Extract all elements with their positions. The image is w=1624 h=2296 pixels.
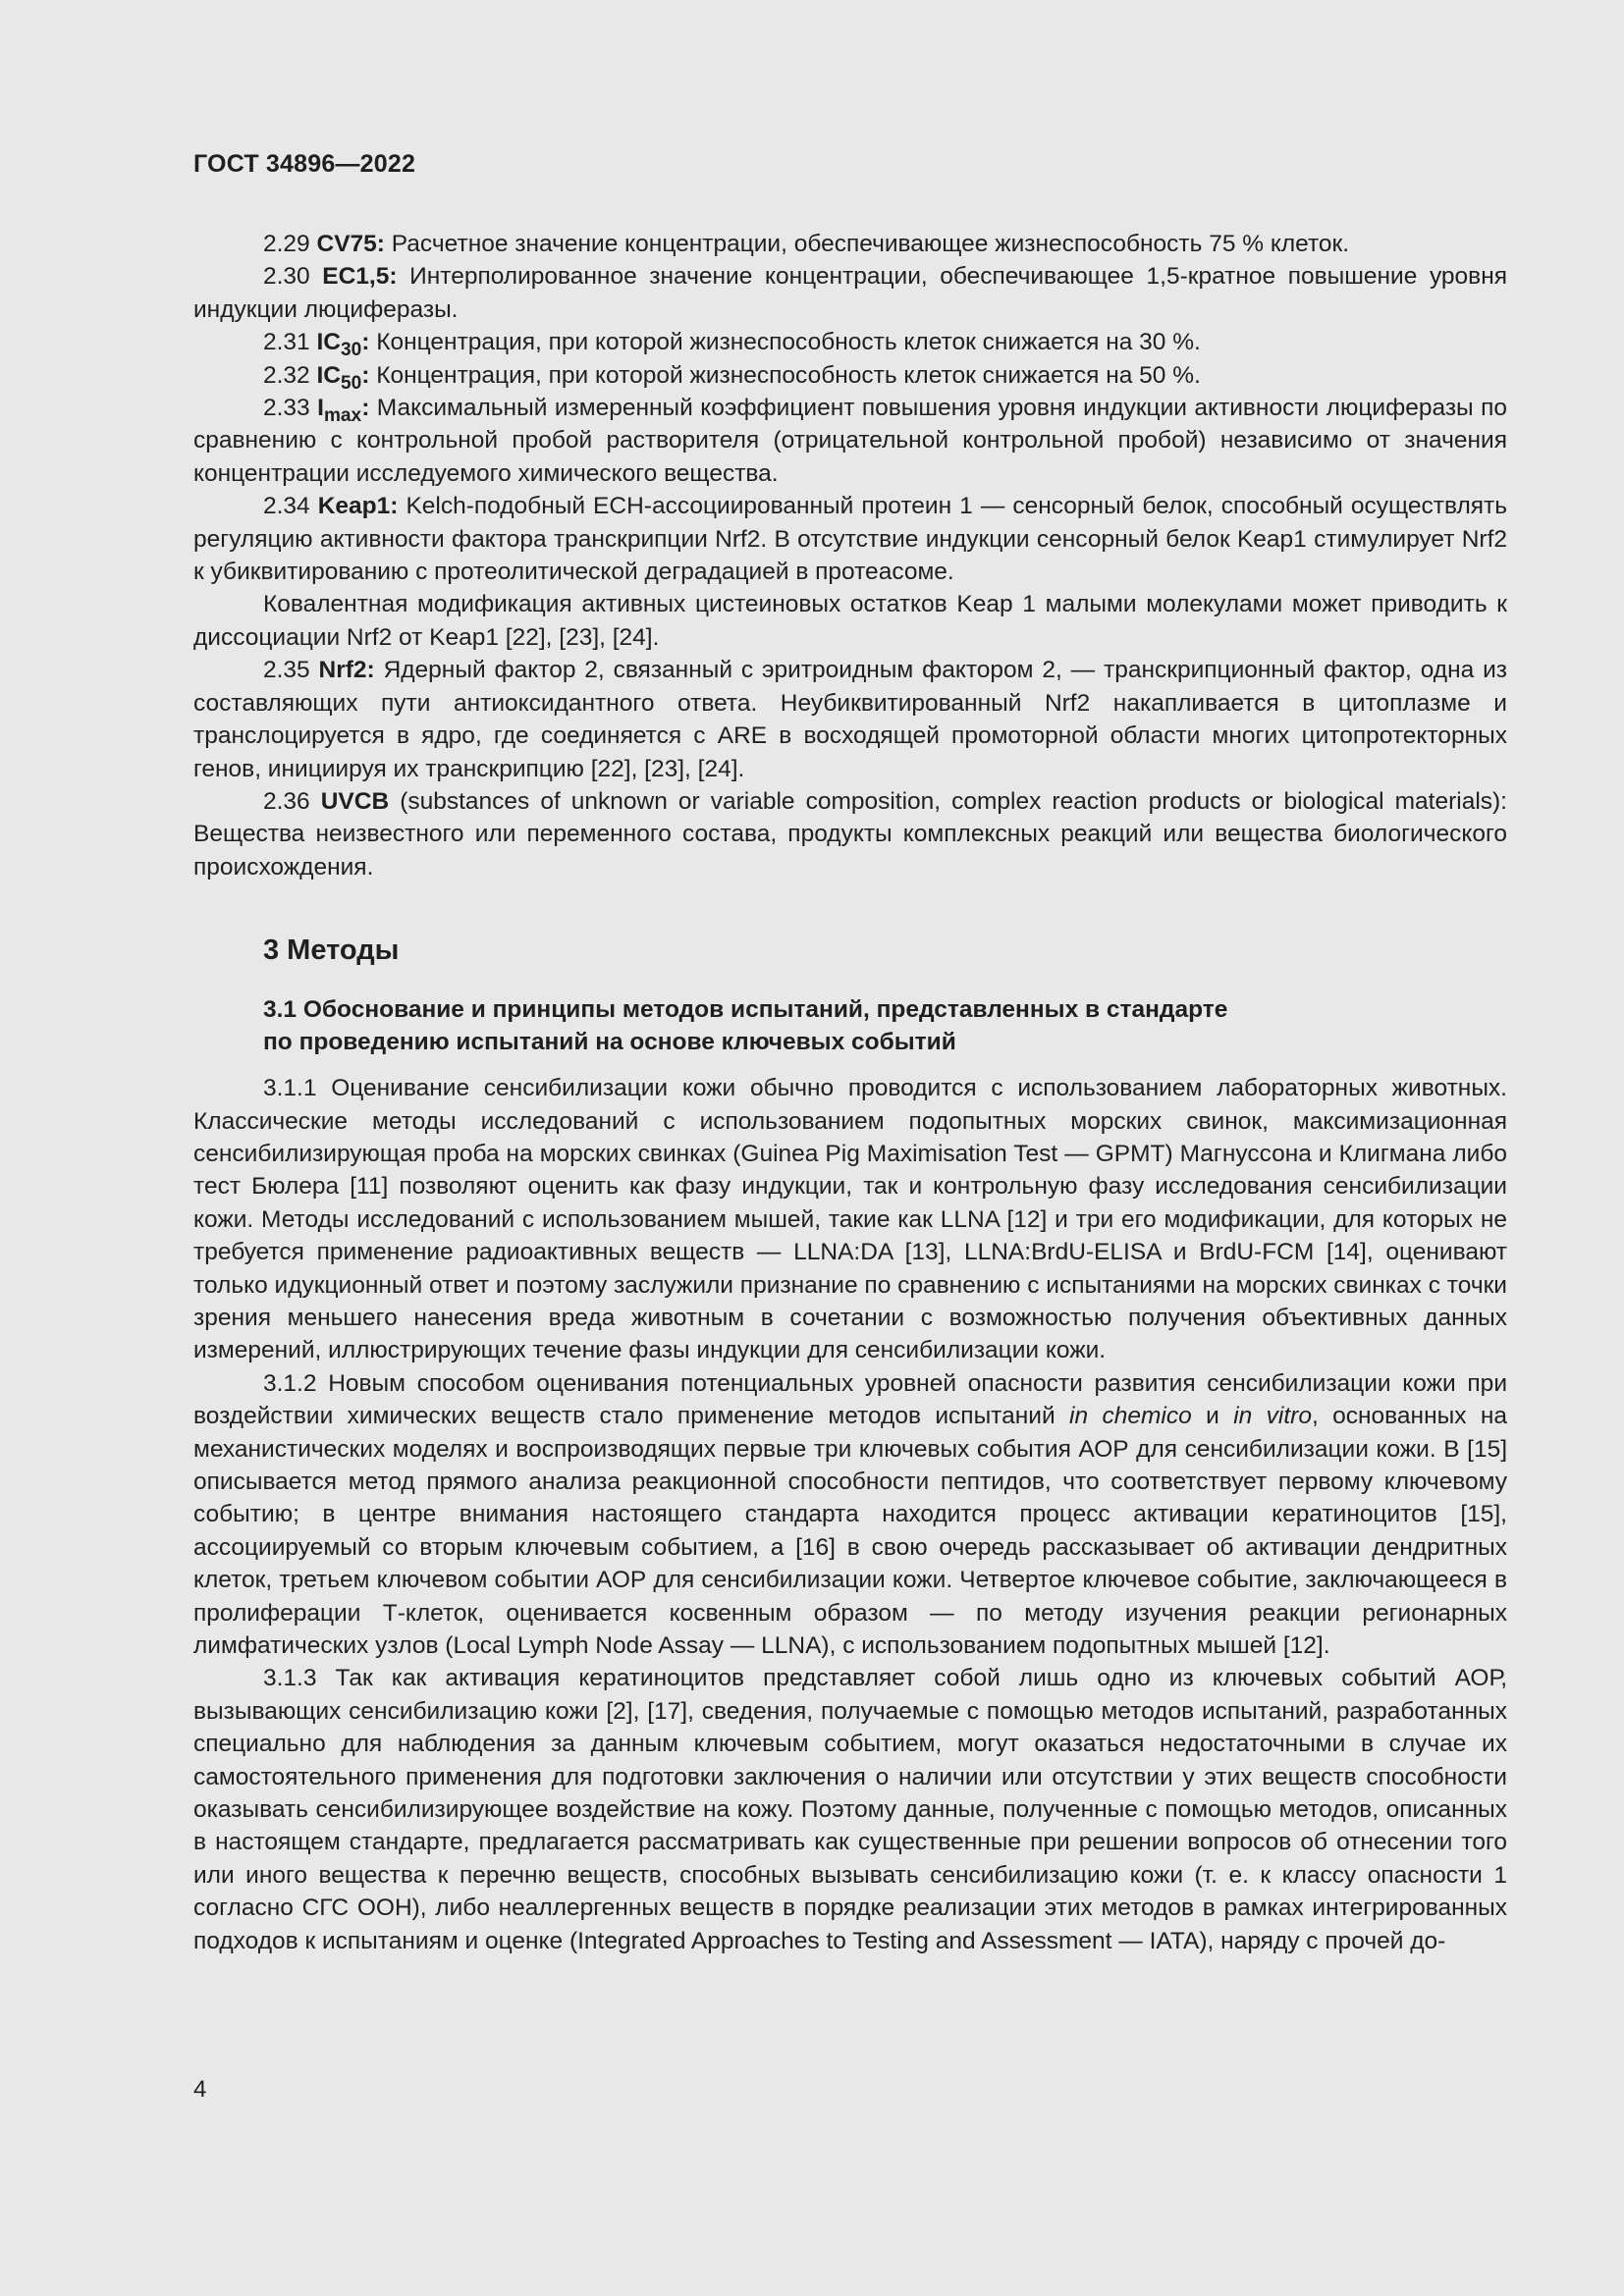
document-code: ГОСТ 34896—2022 — [193, 150, 416, 178]
text-run: 3.1.2 Новым способом оценивания потенциальных уровней опасности развития сенсибилизации кожи при воздействии химических веществ стало применение методов испытаний — [193, 1369, 1507, 1430]
clause-number: 2.34 — [263, 493, 310, 520]
subsection-title-line: 3.1 Обоснование и принципы методов испытаний, представленных в стандарте — [263, 996, 1228, 1024]
definition-text: Kelch-подобный ECH-ассоциированный протеин 1 — сенсорный белок, способный осуществлять регуляцию активности фактора транскрипции Nrf2. В отсутствие индукции сенсорный белок Keap1 стимулирует Nrf2 к убиквитированию с протеолитической деградацией в протеасоме. — [193, 493, 1507, 586]
clause-number: 2.33 — [263, 395, 310, 422]
paragraph-3-1-3: 3.1.3 Так как активация кератиноцитов представляет собой лишь одно из ключевых событий АОР, вызывающих сенсибилизацию кожи [2], [17], сведения, получаемые с помощью методов испытаний, разработанных специально для наблюдения за данным ключевым событием, могут оказаться недостаточными в случае их самостоятельного применения для подготовки заключения о наличии или отсутствии у этих веществ способности оказывать сенсибилизирующее воздействие на кожу. Поэтому данные, полученные с помощью методов, описанных в настоящем стандарте, предлагается рассматривать как существенные при решении вопросов об отнесении того или иного вещества к перечню веществ, способных вызывать сенсибилизацию кожи (т. е. к классу опасности 1 согласно СГС ООН), либо неаллергенных веществ в порядке реализации этих методов в рамках интегрированных подходов к испытаниям и оценке (Integrated Approaches to Testing and Assessment — IATA), наряду с прочей до- — [193, 1665, 1507, 1954]
term: Keap1: — [317, 493, 399, 520]
definition-text: Максимальный измеренный коэффициент повышения уровня индукции активности люциферазы по сравнению с контрольной пробой растворителя (отрицательной контрольной пробой) независимо от значения концентрации исследуемого химического вещества. — [193, 395, 1507, 487]
definition-2-33: 2.33 $I_{max}$: Максимальный измеренный коэффициент повышения уровня индукции активности люциферазы по сравнению с контрольной пробой растворителя (отрицательной контрольной пробой) независимо от значения концентрации исследуемого химического вещества. — [193, 395, 1507, 487]
clause-number: 2.32 — [263, 361, 310, 389]
term: Nrf2: — [318, 657, 375, 684]
page-number: 4 — [193, 2076, 207, 2103]
keap1-note: Ковалентная модификация активных цистеиновых остатков Keap 1 малыми молекулами может приводить к диссоциации Nrf2 от Keap1 [22], [23], [24]. — [193, 591, 1507, 651]
document-page — [193, 147, 1507, 2110]
term: IC — [316, 361, 341, 389]
term: UVCB — [320, 787, 390, 815]
term: EC1,5 — [322, 263, 390, 291]
definition-2-34 — [193, 490, 1507, 588]
paragraph-3-1-2 — [193, 1367, 1507, 1663]
term-subscript: 30 — [341, 340, 362, 361]
clause-number: 2.31 — [263, 329, 310, 356]
definition-2-30: 2.30 EC1,5: Интерполированное значение концентрации, обеспечивающее 1,5-кратное повышение уровня индукции люциферазы. — [193, 263, 1507, 323]
definition-2-35 — [193, 654, 1507, 785]
subsection-title — [263, 993, 1507, 1058]
text-run: , основанных на механистических моделях и воспроизводящих первые три ключевых события АОР для сенсибилизации кожи. В [15] описывается метод прямого анализа реакционной способности пептидов, что соответствует первому ключевому событию; в центре внимания настоящего стандарта находится процесс активации кератиноцитов [15], ассоциируемый со вторым ключевым событием, а [16] в свою очередь рассказывает об активации дендритных клеток, третьем ключевом событии АОР для сенсибилизации кожи. Четвертое ключевое событие, заключающееся в пролиферации Т-клеток, оценивается косвенным образом — по методу изучения реакции регионарных лимфатических узлов (Local Lymph Node Assay — LLNA), с использованием подопытных мышей [12]. — [193, 1403, 1508, 1660]
definition-2-31: 2.31 $IC_{30}$: Концентрация, при которой жизнеспособность клеток снижается на 30 %. — [263, 329, 1201, 361]
term-subscript: 50 — [341, 372, 362, 394]
definition-text: Расчетное значение концентрации, обеспечивающее жизнеспособность 75 % клеток. — [384, 231, 1350, 257]
definition-2-29: 2.29 CV75: Расчетное значение концентрации, обеспечивающее жизнеспособность 75 % клеток. — [263, 231, 1350, 257]
italic-term: in chemico — [1069, 1403, 1192, 1430]
definition-2-36 — [193, 785, 1507, 883]
clause-number: 2.30 — [263, 263, 310, 291]
definition-text: Концентрация, при которой жизнеспособность клеток снижается на 50 %. — [369, 361, 1201, 389]
clause-number: 2.29 — [263, 231, 310, 257]
clause-number: 2.36 — [263, 787, 310, 815]
term: CV75 — [316, 231, 377, 257]
text-run: и — [1191, 1403, 1234, 1430]
subsection-title-line: по проведению испытаний на основе ключевых событий — [263, 1029, 956, 1056]
definition-text: Концентрация, при которой жизнеспособность клеток снижается на 30 %. — [369, 329, 1201, 356]
term-subscript: max — [323, 405, 362, 427]
term: IC — [316, 329, 341, 356]
term: I — [317, 395, 324, 422]
section-title: 3 Методы — [263, 934, 400, 967]
clause-number: 2.35 — [263, 657, 310, 684]
definition-2-32: 2.32 $IC_{50}$: Концентрация, при которой жизнеспособность клеток снижается на 50 %. — [263, 361, 1201, 394]
definition-text: Ядерный фактор 2, связанный с эритроидным фактором 2, — транскрипционный фактор, одна из составляющих пути антиоксидантного ответа. Неубиквитированный Nrf2 накапливается в цитоплазме и транслоцируется в ядро, где соединяется с ARE в восходящей промоторной области многих цитопротекторных генов, инициируя их транскрипцию [22], [23], [24]. — [193, 657, 1508, 782]
definition-text: Интерполированное значение концентрации, обеспечивающее 1,5-кратное повышение уровня индукции люциферазы. — [193, 263, 1507, 323]
italic-term: in vitro — [1233, 1403, 1312, 1430]
paragraph-3-1-1: 3.1.1 Оценивание сенсибилизации кожи обычно проводится с использованием лабораторных животных. Классические методы исследований с использованием подопытных морских свинок, максимизационная сенсибилизирующая проба на морских свинках (Guinea Pig Maximisation Test — GPMT) Магнуссона и Клигмана либо тест Бюлера [11] позволяют оценить как фазу индукции, так и контрольную фазу исследования сенсибилизации кожи. Методы исследований с использованием мышей, такие как LLNA [12] и три его модификации, для которых не требуется применение радиоактивных веществ — LLNA:DA [13], LLNA:BrdU-ELISA и BrdU-FCM [14], оценивают только идукционный ответ и поэтому заслужили признание по сравнению с испытаниями на морских свинках с точки зрения меньшего нанесения вреда животным в сочетании с возможностью получения объективных данных измерений, иллюстрирующих течение фазы индукции для сенсибилизации кожи. — [193, 1075, 1507, 1364]
definition-text: (substances of unknown or variable composition, complex reaction products or biological materials): Вещества неизвестного или переменного состава, продукты комплексных реакций или вещества биологического происхождения. — [193, 787, 1507, 881]
